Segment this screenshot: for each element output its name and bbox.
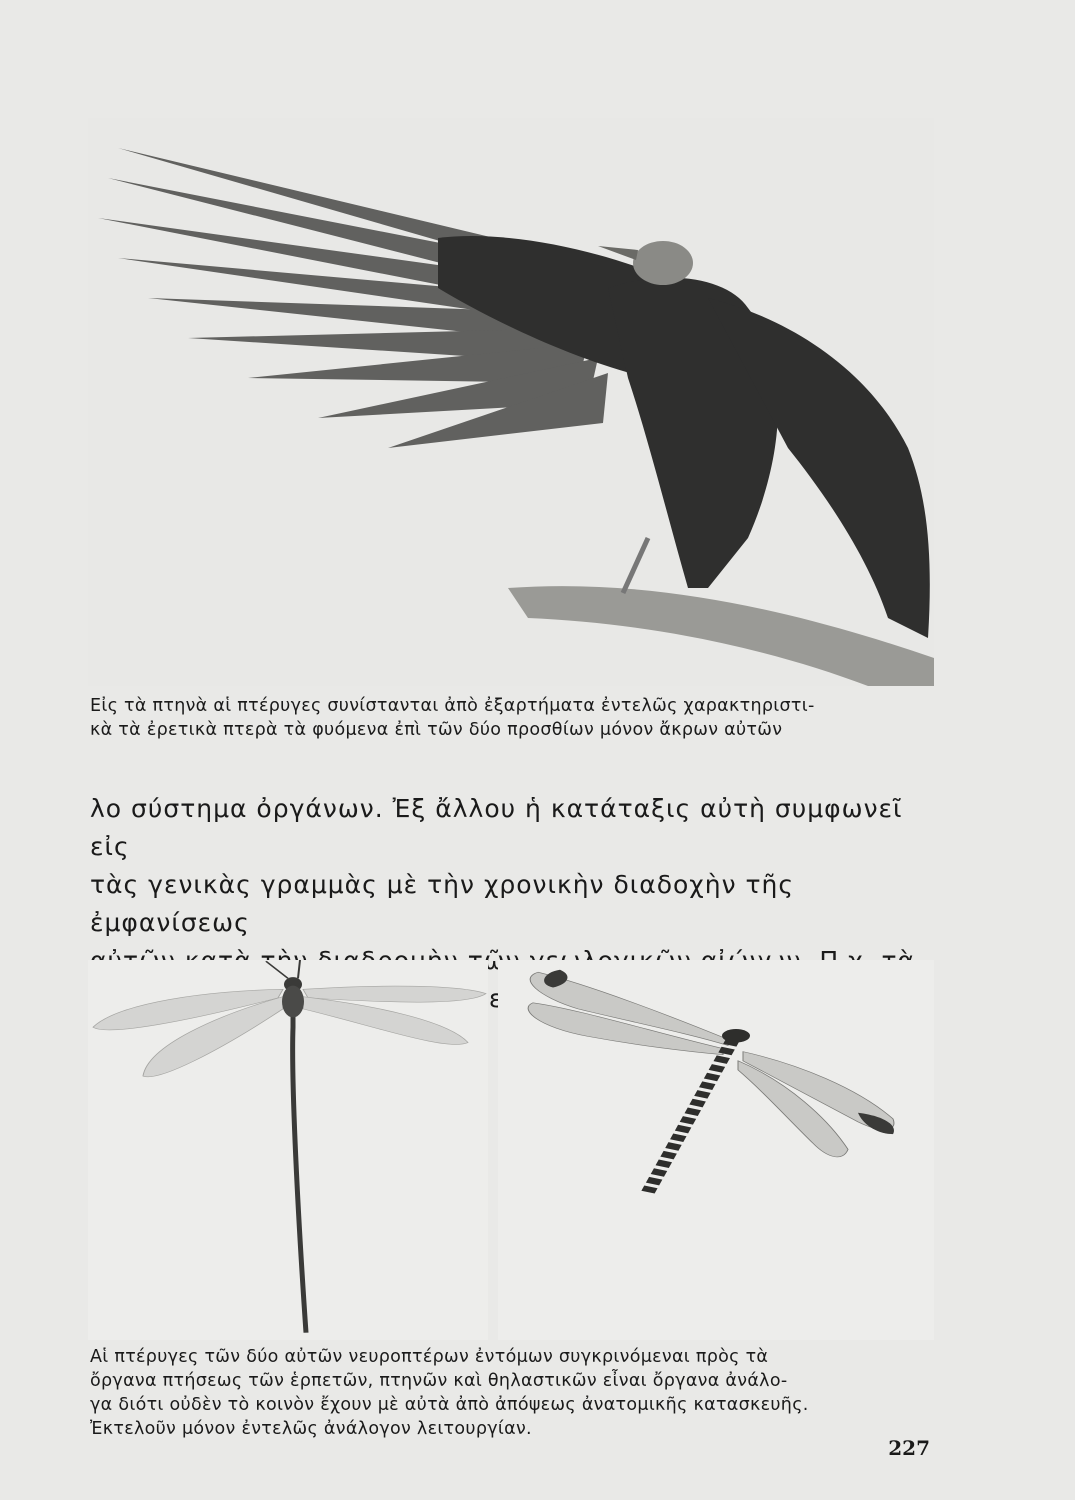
body-line: λο σύστημα ὀργάνων. Ἐξ ἄλλου ἡ κατάταξις αὐτὴ συμφωνεῖ εἰς xyxy=(90,794,903,861)
body-line: τὰς γενικὰς γραμμὰς μὲ τὴν χρονικὴν διαδοχὴν τῆς ἐμφανίσεως xyxy=(90,870,795,937)
body-line: τῶν xyxy=(467,946,521,975)
caption-line: ὄργανα πτήσεως τῶν ἑρπετῶν, πτηνῶν καὶ θηλαστικῶν εἶναι ὄργανα ἀνάλο- xyxy=(90,1371,788,1391)
dragonfly-illustration xyxy=(498,960,934,1340)
caption-line: Αἱ πτέρυγες τῶν δύο αὐτῶν νευροπτέρων ἐντόμων συγκρινόμεναι πρὸς τὰ xyxy=(90,1347,769,1367)
caption-line: Εἰς τὰ πτηνὰ αἱ πτέρυγες συνίστανται ἀπὸ ἐξαρτήματα ἐντελῶς χαρακτηριστι- xyxy=(90,696,815,716)
caption-line: Ἐκτελοῦν μόνον ἐντελῶς ἀνάλογον λειτουργίαν. xyxy=(90,1419,532,1439)
caption-line: γα διότι οὐδὲν τὸ κοινὸν ἔχουν μὲ αὐτὰ ἀπὸ ἀπόψεως ἀνατομικῆς κατασκευῆς. xyxy=(90,1395,809,1415)
dragonfly-photo xyxy=(498,960,934,1340)
bird-illustration xyxy=(88,118,934,686)
bird-wing-photo xyxy=(88,118,934,686)
top-figure-caption xyxy=(90,694,940,742)
bottom-figure-caption xyxy=(90,1345,940,1441)
page-number: 227 xyxy=(888,1436,930,1460)
lacewing-photo xyxy=(88,960,488,1340)
caption-line: κὰ τὰ ἐρετικὰ πτερὰ τὰ φυόμενα ἐπὶ τῶν δύο προσθίων μόνον ἄκρων αὐτῶν xyxy=(90,720,783,740)
lacewing-illustration xyxy=(88,960,488,1340)
